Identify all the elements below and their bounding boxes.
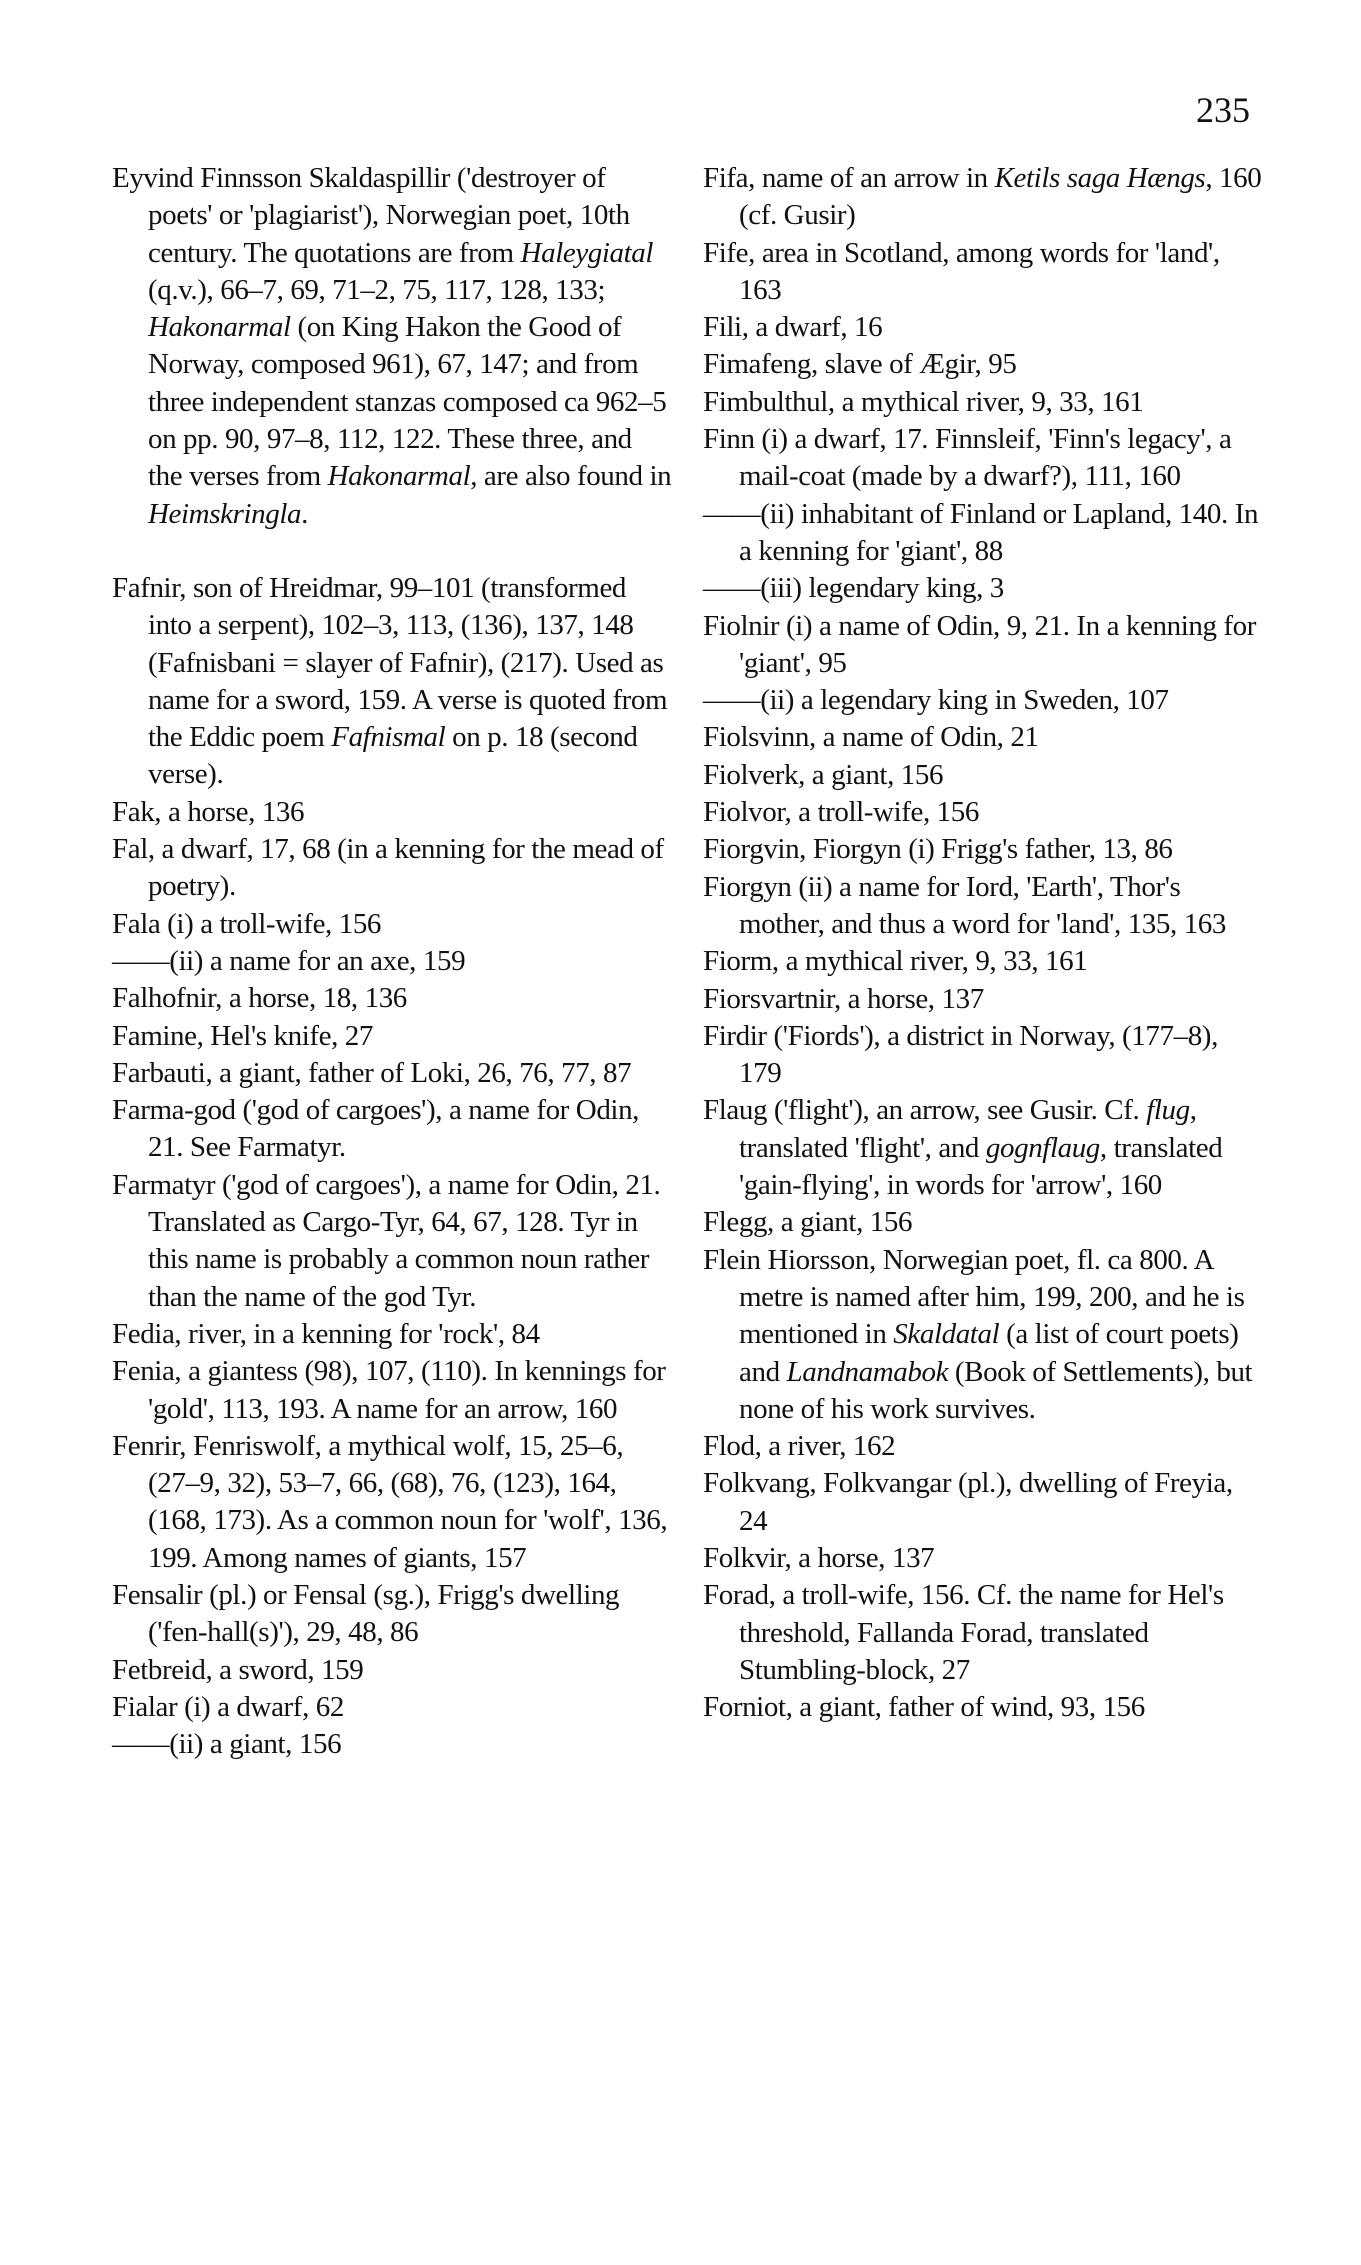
- index-entry: Flod, a river, 162: [703, 1430, 896, 1463]
- index-entry: Fetbreid, a sword, 159: [112, 1653, 364, 1686]
- index-entry: Fimafeng, slave of Ægir, 95: [703, 348, 1017, 381]
- index-entry: Forad, a troll-wife, 156. Cf. the name for Hel's threshold, Fallanda Forad, translated Stumbling-block, 27: [703, 1579, 1224, 1686]
- index-entry: Fiorm, a mythical river, 9, 33, 161: [703, 945, 1088, 978]
- index-entry: ——(ii) a legendary king in Sweden, 107: [703, 684, 1169, 717]
- index-column-right: [703, 160, 1263, 1726]
- index-entry: Fiorsvartnir, a horse, 137: [703, 982, 984, 1015]
- index-entry: Fialar (i) a dwarf, 62: [112, 1690, 344, 1723]
- index-entry: Fiolnir (i) a name of Odin, 9, 21. In a kenning for 'giant', 95: [703, 609, 1257, 679]
- index-entry: Farmatyr ('god of cargoes'), a name for Odin, 21. Translated as Cargo-Tyr, 64, 67, 128. Tyr in this name is probably a common noun rather than the name of the god Tyr.: [112, 1168, 661, 1313]
- index-entry: ——(iii) legendary king, 3: [703, 572, 1004, 605]
- index-entry: Folkvir, a horse, 137: [703, 1541, 935, 1574]
- index-entry: Fiorgvin, Fiorgyn (i) Frigg's father, 13, 86: [703, 833, 1173, 866]
- index-entry: Fili, a dwarf, 16: [703, 311, 883, 344]
- index-entry: ——(ii) inhabitant of Finland or Lapland, 140. In a kenning for 'giant', 88: [703, 497, 1259, 567]
- index-entry: Falhofnir, a horse, 18, 136: [112, 982, 407, 1015]
- index-entry: Farma-god ('god of cargoes'), a name for Odin, 21. See Farmatyr.: [112, 1094, 640, 1164]
- index-entry: Fiolvor, a troll-wife, 156: [703, 796, 979, 829]
- index-entry: Farbauti, a giant, father of Loki, 26, 76, 77, 87: [112, 1056, 632, 1089]
- index-entry: Fiorgyn (ii) a name for Iord, 'Earth', Thor's mother, and thus a word for 'land', 135, 163: [703, 870, 1227, 940]
- index-entry: Fifa, name of an arrow in Ketils saga Hængs, 160 (cf. Gusir): [703, 162, 1262, 232]
- index-entry: Fimbulthul, a mythical river, 9, 33, 161: [703, 385, 1144, 418]
- index-entry: Fenia, a giantess (98), 107, (110). In kennings for 'gold', 113, 193. A name for an arrow, 160: [112, 1355, 666, 1425]
- index-entry: ——(ii) a name for an axe, 159: [112, 944, 466, 977]
- index-entry: Flegg, a giant, 156: [703, 1206, 913, 1239]
- index-entry: Fak, a horse, 136: [112, 795, 305, 828]
- index-entry: Finn (i) a dwarf, 17. Finnsleif, 'Finn's legacy', a mail-coat (made by a dwarf?), 111, 160: [703, 423, 1232, 493]
- index-entry: Fenrir, Fenriswolf, a mythical wolf, 15, 25–6, (27–9, 32), 53–7, 66, (68), 76, (123), 164, (168, 173). As a common noun for 'wolf', 136, 199. Among names of giants, 157: [112, 1429, 668, 1574]
- index-entry: Fala (i) a troll-wife, 156: [112, 907, 382, 940]
- index-entry: ——(ii) a giant, 156: [112, 1728, 342, 1761]
- index-entry: Forniot, a giant, father of wind, 93, 156: [703, 1691, 1145, 1724]
- index-entry: Fedia, river, in a kenning for 'rock', 84: [112, 1317, 540, 1350]
- index-entry: Eyvind Finnsson Skaldaspillir ('destroyer of poets' or 'plagiarist'), Norwegian poet, 10th century. The quotations are from Haleygiatal (q.v.), 66–7, 69, 71–2, 75, 117, 128, 133; Hakonarmal (on King Hakon the Good of Norway, composed 961), 67, 147; and from three independent stanzas composed ca 962–5 on pp. 90, 97–8, 112, 122. These three, and the verses from Hakonarmal, are also found in Heimskringla.: [112, 162, 672, 530]
- index-entry: Fife, area in Scotland, among words for 'land', 163: [703, 236, 1220, 306]
- index-column-left: [112, 160, 672, 1763]
- index-entry: Folkvang, Folkvangar (pl.), dwelling of Freyia, 24: [703, 1467, 1233, 1537]
- index-entry: Famine, Hel's knife, 27: [112, 1019, 374, 1052]
- index-entry: Fiolsvinn, a name of Odin, 21: [703, 721, 1039, 754]
- page-number: 235: [1196, 90, 1250, 130]
- index-entry: Fal, a dwarf, 17, 68 (in a kenning for the mead of poetry).: [112, 833, 664, 903]
- index-entry: Fafnir, son of Hreidmar, 99–101 (transformed into a serpent), 102–3, 113, (136), 137, 148 (Fafnisbani = slayer of Fafnir), (217). Used as name for a sword, 159. A verse is quoted from the Eddic poem Fafnismal on p. 18 (second verse).: [112, 571, 668, 791]
- index-entry: Flein Hiorsson, Norwegian poet, fl. ca 800. A metre is named after him, 199, 200, and he is mentioned in Skaldatal (a list of court poets) and Landnamabok (Book of Settlements), but none of his work survives.: [703, 1243, 1253, 1425]
- index-entry: Flaug ('flight'), an arrow, see Gusir. Cf. flug, translated 'flight', and gognflaug, translated 'gain-flying', in words for 'arrow', 160: [703, 1094, 1223, 1202]
- index-entry: Fiolverk, a giant, 156: [703, 758, 944, 791]
- index-entry: Fensalir (pl.) or Fensal (sg.), Frigg's dwelling ('fen-hall(s)'), 29, 48, 86: [112, 1578, 620, 1649]
- index-entry: Firdir ('Fiords'), a district in Norway, (177–8), 179: [703, 1019, 1218, 1090]
